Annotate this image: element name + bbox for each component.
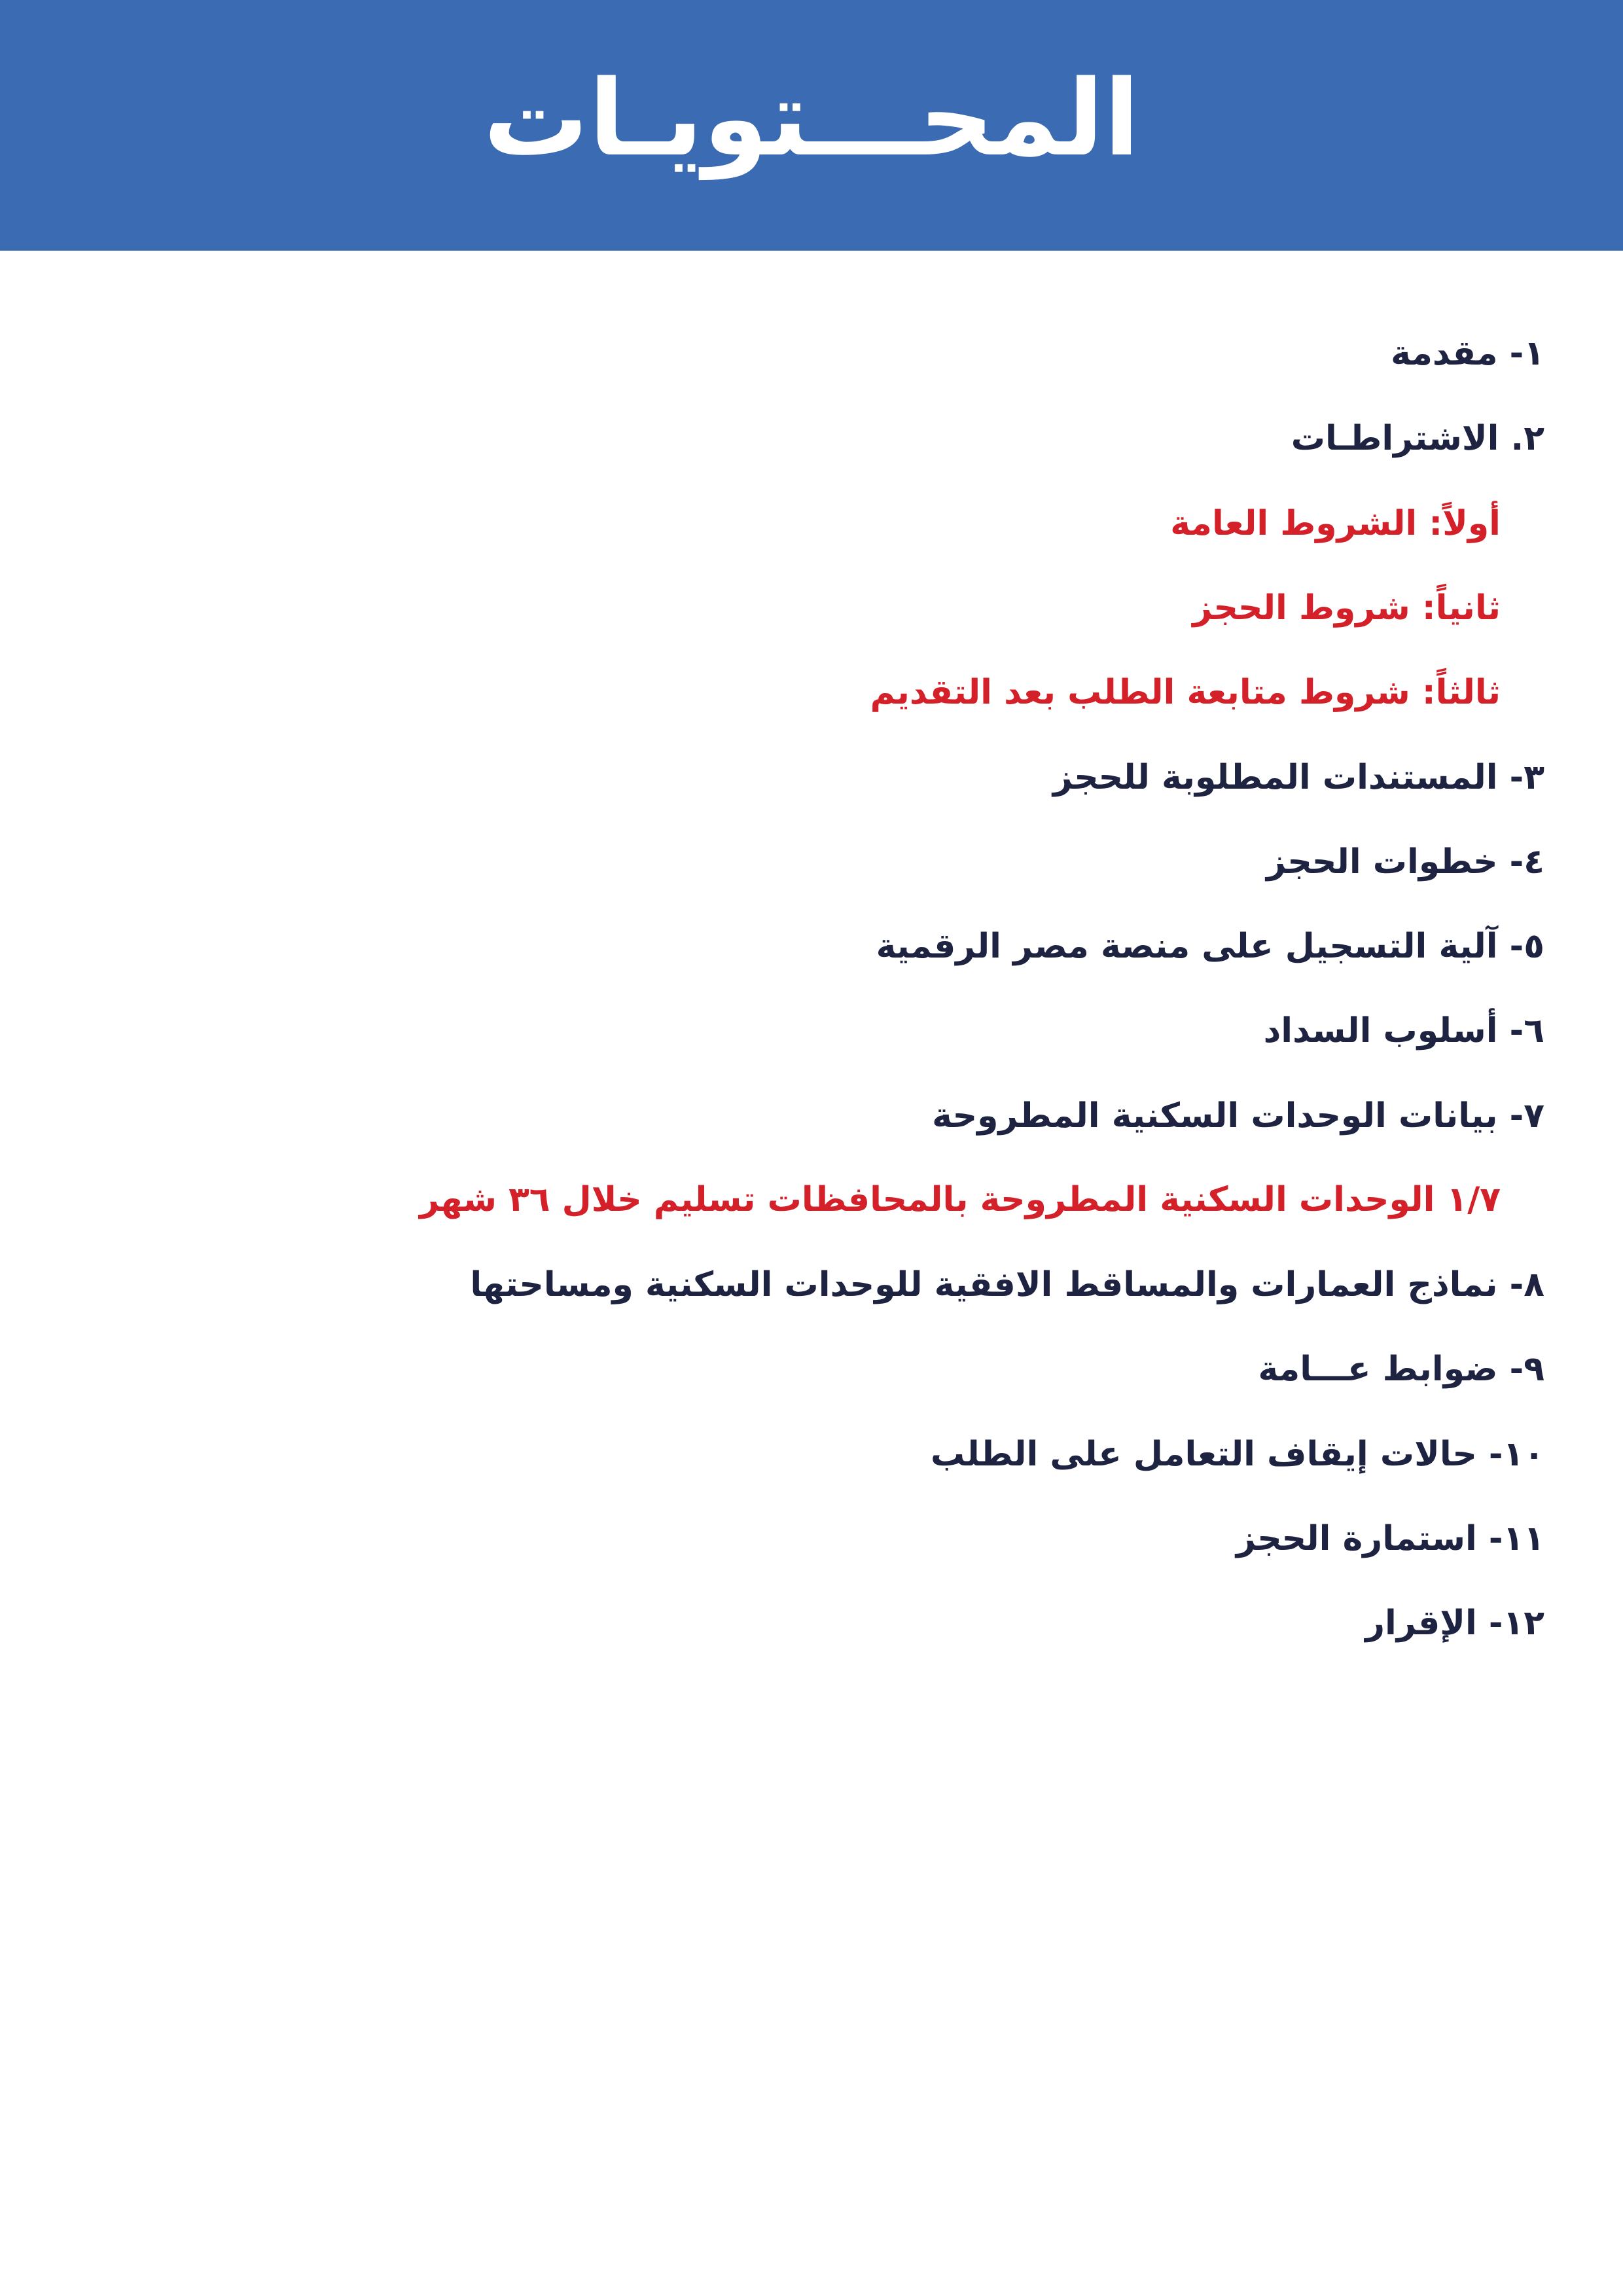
toc-item-label: ٦- أسلوب السداد — [1263, 1011, 1544, 1050]
page-title: المحـــتويـات — [483, 56, 1140, 179]
toc-item-registration-mechanism[interactable] — [876, 917, 1544, 976]
toc-subitem-followup-conditions[interactable] — [870, 663, 1501, 722]
toc-subitem-units-governorates[interactable] — [419, 1170, 1501, 1229]
toc-item-label: أولاً: الشروط العامة — [1170, 504, 1501, 543]
toc-item-label: ثالثاً: شروط متابعة الطلب بعد التقديم — [870, 673, 1501, 712]
toc-item-label: ٥- آلية التسجيل على منصة مصر الرقمية — [876, 927, 1544, 966]
toc-item-label: ١١- استمارة الحجز — [1236, 1519, 1544, 1558]
toc-item-label: ٣- المستندات المطلوبة للحجز — [1052, 758, 1544, 797]
toc-item-required-documents[interactable] — [1053, 748, 1544, 807]
toc-item-label: ١- مقدمة — [1391, 334, 1544, 373]
toc-item-label: ثانياً: شروط الحجز — [1192, 588, 1501, 628]
toc-item-label: ٢. الاشتراطـات — [1291, 419, 1544, 458]
toc-item-booking-steps[interactable] — [1266, 833, 1544, 891]
toc-item-general-rules[interactable] — [1258, 1340, 1544, 1399]
toc-subitem-booking-conditions[interactable] — [1192, 579, 1501, 637]
toc-item-label: ٩- ضوابط عـــامة — [1258, 1350, 1544, 1389]
toc-item-introduction[interactable] — [1391, 324, 1544, 383]
toc-item-label: ١٠- حالات إيقاف التعامل على الطلب — [931, 1435, 1544, 1474]
toc-item-label: ٤- خطوات الحجز — [1266, 842, 1544, 882]
toc-item-units-data[interactable] — [932, 1086, 1544, 1145]
toc-item-booking-form[interactable] — [1236, 1509, 1544, 1568]
toc-item-payment-method[interactable] — [1264, 1001, 1544, 1060]
toc-item-declaration[interactable] — [1365, 1594, 1544, 1653]
toc-item-requirements[interactable] — [1291, 409, 1544, 468]
toc-item-building-models[interactable] — [470, 1255, 1544, 1314]
toc-item-label: ٧- بيانات الوحدات السكنية المطروحة — [932, 1096, 1544, 1136]
toc-item-label: ٨- نماذج العمارات والمساقط الافقية للوحدات السكنية ومساحتها — [470, 1265, 1544, 1304]
toc-item-label: ١٢- الإقرار — [1365, 1604, 1544, 1643]
toc-item-suspension-cases[interactable] — [931, 1425, 1544, 1484]
toc-item-label: ١/٧ الوحدات السكنية المطروحة بالمحافظات تسليم خلال ٣٦ شهر — [419, 1180, 1501, 1219]
toc-subitem-general-conditions[interactable] — [1170, 494, 1501, 553]
